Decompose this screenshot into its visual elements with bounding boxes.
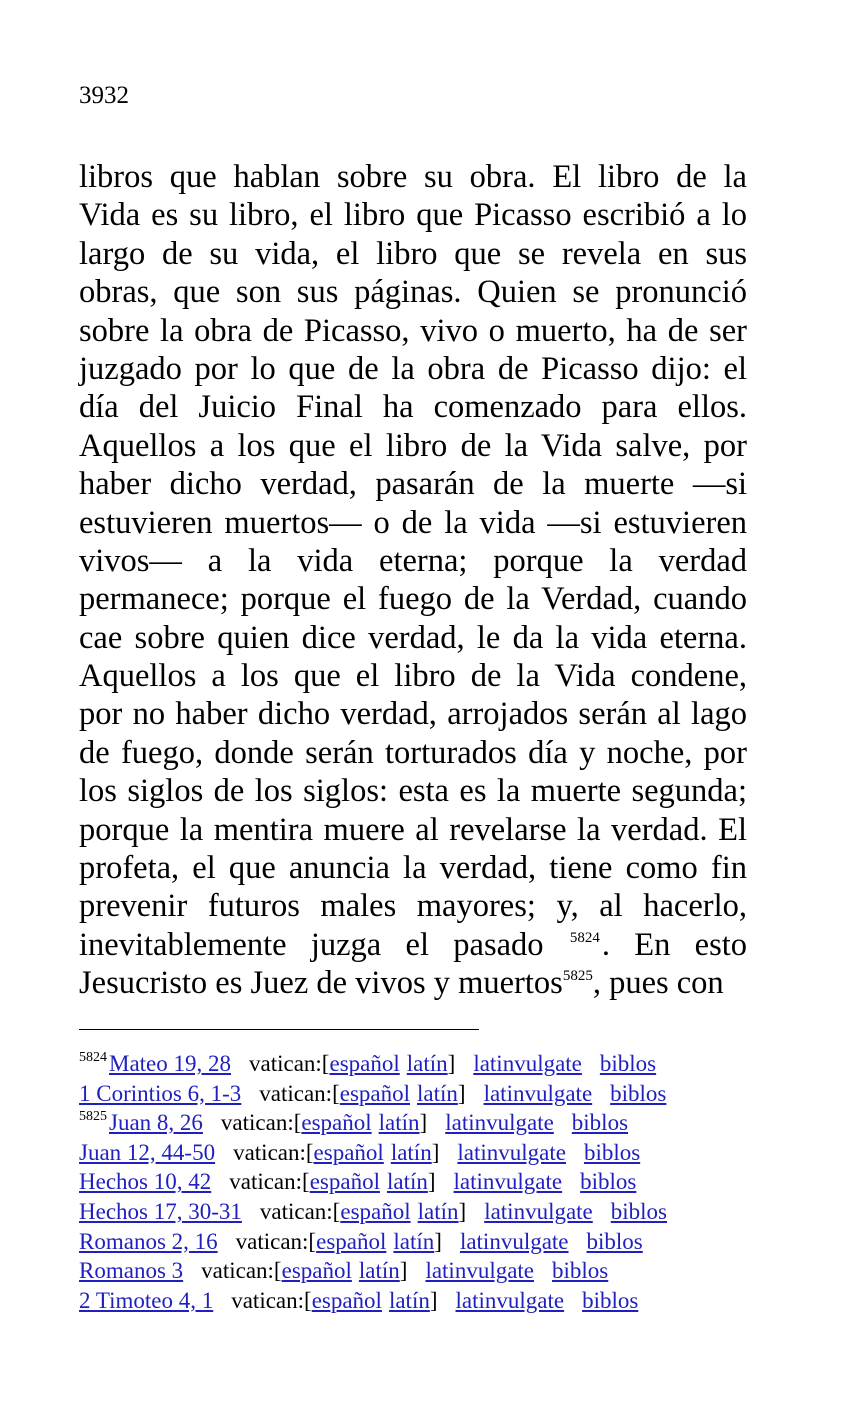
vatican-espanol-link[interactable]: español bbox=[340, 1198, 411, 1224]
vatican-espanol-link[interactable]: español bbox=[339, 1080, 411, 1106]
scripture-reference-link[interactable]: Hechos 10, 42 bbox=[79, 1169, 212, 1195]
latinvulgate-link[interactable]: latinvulgate bbox=[473, 1051, 582, 1076]
vatican-label: vatican:[ bbox=[259, 1198, 341, 1224]
footnote-line bbox=[79, 1079, 779, 1109]
latinvulgate-link[interactable]: latinvulgate bbox=[425, 1258, 535, 1284]
biblos-link[interactable]: biblos bbox=[610, 1080, 667, 1106]
line-text: , pues con bbox=[592, 965, 724, 1002]
biblos-link[interactable]: biblos bbox=[582, 1287, 639, 1313]
footnote-separator bbox=[79, 1029, 479, 1030]
vatican-label: vatican:[ bbox=[249, 1051, 330, 1076]
body-line: cae sobre quien dice verdad, le da la vida eterna. bbox=[79, 619, 747, 656]
vatican-latin-link[interactable]: latín bbox=[388, 1287, 430, 1313]
scripture-reference-link[interactable]: Mateo 19, 28 bbox=[109, 1051, 232, 1076]
body-line: de fuego, donde serán torturados día y noche, por bbox=[79, 734, 747, 771]
body-line: Aquellos a los que el libro de la Vida salve, por bbox=[79, 427, 747, 464]
footnote-line bbox=[79, 1049, 779, 1079]
body-line: prevenir futuros males mayores; y, al hacerlo, bbox=[79, 888, 747, 925]
vatican-label: vatican:[ bbox=[220, 1110, 302, 1136]
vatican-label: vatican:[ bbox=[231, 1287, 312, 1313]
latinvulgate-link[interactable]: latinvulgate bbox=[484, 1198, 593, 1224]
footnote-ref-5825: 5825 bbox=[562, 968, 593, 985]
body-line: permanece; porque el fuego de la Verdad, cuando bbox=[79, 581, 747, 618]
biblos-link[interactable]: biblos bbox=[552, 1258, 609, 1284]
vatican-espanol-link[interactable]: español bbox=[311, 1287, 382, 1313]
latinvulgate-link[interactable]: latinvulgate bbox=[457, 1139, 566, 1165]
body-line: vivos— a la vida eterna; porque la verdad bbox=[79, 542, 747, 579]
vatican-latin-link[interactable]: latín bbox=[378, 1110, 420, 1136]
page-number: 3932 bbox=[79, 82, 129, 109]
body-line-with-footnote bbox=[79, 964, 747, 1002]
body-line: libros que hablan sobre su obra. El libro de la bbox=[79, 159, 747, 195]
footnotes bbox=[79, 1049, 779, 1315]
footnote-line bbox=[79, 1138, 779, 1168]
body-line: haber dicho verdad, pasarán de la muerte —si bbox=[79, 466, 747, 503]
footnote-line bbox=[79, 1256, 779, 1286]
scripture-reference-link[interactable]: 1 Corintios 6, 1-3 bbox=[79, 1080, 242, 1106]
footnote-marker: 5825 bbox=[79, 1109, 107, 1125]
vatican-latin-link[interactable]: latín bbox=[390, 1139, 432, 1165]
body-line: día del Juicio Final ha comenzado para ellos. bbox=[79, 389, 747, 426]
vatican-espanol-link[interactable]: español bbox=[281, 1258, 352, 1284]
footnote-ref-5824: 5824 bbox=[569, 929, 600, 946]
vatican-label: vatican:[ bbox=[229, 1169, 310, 1195]
vatican-espanol-link[interactable]: español bbox=[309, 1169, 380, 1195]
body-line: sobre la obra de Picasso, vivo o muerto, ha de ser bbox=[79, 312, 747, 349]
biblos-link[interactable]: biblos bbox=[610, 1198, 667, 1224]
vatican-latin-link[interactable]: latín bbox=[358, 1258, 400, 1284]
biblos-link[interactable]: biblos bbox=[583, 1139, 641, 1165]
footnote-line bbox=[79, 1167, 779, 1197]
latinvulgate-link[interactable]: latinvulgate bbox=[455, 1287, 565, 1313]
biblos-link[interactable]: biblos bbox=[599, 1051, 657, 1076]
close-bracket: ] bbox=[419, 1110, 428, 1136]
latinvulgate-link[interactable]: latinvulgate bbox=[453, 1169, 563, 1195]
scripture-reference-link[interactable]: Romanos 3 bbox=[79, 1258, 184, 1284]
vatican-latin-link[interactable]: latín bbox=[417, 1198, 459, 1224]
body-line: estuvieren muertos— o de la vida —si estuvieren bbox=[79, 504, 747, 541]
scripture-reference-link[interactable]: Juan 8, 26 bbox=[109, 1110, 203, 1136]
vatican-espanol-link[interactable]: español bbox=[329, 1051, 400, 1076]
vatican-espanol-link[interactable]: español bbox=[313, 1139, 384, 1165]
footnote-line bbox=[79, 1108, 779, 1138]
body-line: Vida es su libro, el libro que Picasso escribió a lo bbox=[79, 197, 747, 234]
vatican-latin-link[interactable]: latín bbox=[386, 1169, 428, 1195]
close-bracket: ] bbox=[427, 1169, 436, 1195]
latinvulgate-link[interactable]: latinvulgate bbox=[459, 1228, 569, 1254]
vatican-label: vatican:[ bbox=[201, 1258, 282, 1284]
vatican-label: vatican:[ bbox=[235, 1228, 317, 1254]
line-text: inevitablemente juzga el pasado bbox=[79, 926, 544, 963]
body-line: por no haber dicho verdad, arrojados serán al lago bbox=[79, 696, 747, 733]
vatican-espanol-link[interactable]: español bbox=[301, 1110, 372, 1136]
close-bracket: ] bbox=[434, 1228, 442, 1254]
body-line: Aquellos a los que el libro de la Vida condene, bbox=[79, 658, 747, 695]
close-bracket: ] bbox=[399, 1258, 408, 1284]
footnote-line bbox=[79, 1286, 779, 1316]
latinvulgate-link[interactable]: latinvulgate bbox=[483, 1080, 593, 1106]
body-line: juzgado por lo que de la obra de Picasso dijo: el bbox=[79, 350, 747, 387]
body-line: largo de su vida, el libro que se revela en sus bbox=[79, 235, 747, 272]
close-bracket: ] bbox=[447, 1051, 456, 1076]
body-line: porque la mentira muere al revelarse la verdad. El bbox=[79, 811, 747, 848]
biblos-link[interactable]: biblos bbox=[586, 1228, 643, 1254]
vatican-latin-link[interactable]: latín bbox=[417, 1080, 458, 1106]
vatican-label: vatican:[ bbox=[233, 1139, 314, 1165]
body-text bbox=[79, 158, 747, 1003]
vatican-espanol-link[interactable]: español bbox=[316, 1228, 387, 1254]
close-bracket: ] bbox=[429, 1287, 438, 1313]
vatican-label: vatican:[ bbox=[259, 1080, 340, 1106]
body-line-with-footnote bbox=[79, 926, 747, 964]
scripture-reference-link[interactable]: Hechos 17, 30-31 bbox=[79, 1198, 242, 1224]
line-text: Jesucristo es Juez de vivos y muertos bbox=[79, 965, 563, 1002]
line-text: . En esto bbox=[601, 926, 747, 963]
footnote-marker: 5824 bbox=[79, 1050, 107, 1065]
latinvulgate-link[interactable]: latinvulgate bbox=[445, 1110, 554, 1136]
biblos-link[interactable]: biblos bbox=[571, 1110, 629, 1136]
vatican-latin-link[interactable]: latín bbox=[393, 1228, 435, 1254]
body-line: los siglos de los siglos: esta es la muerte segunda; bbox=[79, 773, 747, 810]
scripture-reference-link[interactable]: Juan 12, 44-50 bbox=[79, 1139, 216, 1165]
vatican-latin-link[interactable]: latín bbox=[406, 1051, 448, 1076]
close-bracket: ] bbox=[457, 1080, 466, 1106]
close-bracket: ] bbox=[431, 1139, 440, 1165]
scripture-reference-link[interactable]: Romanos 2, 16 bbox=[79, 1228, 218, 1254]
footnote-line bbox=[79, 1227, 779, 1257]
biblos-link[interactable]: biblos bbox=[580, 1169, 637, 1195]
footnote-line bbox=[79, 1197, 779, 1227]
scripture-reference-link[interactable]: 2 Timoteo 4, 1 bbox=[79, 1287, 214, 1313]
body-line: obras, que son sus páginas. Quien se pronunció bbox=[79, 274, 747, 311]
close-bracket: ] bbox=[458, 1198, 467, 1224]
body-line: profeta, el que anuncia la verdad, tiene como fin bbox=[79, 850, 747, 887]
